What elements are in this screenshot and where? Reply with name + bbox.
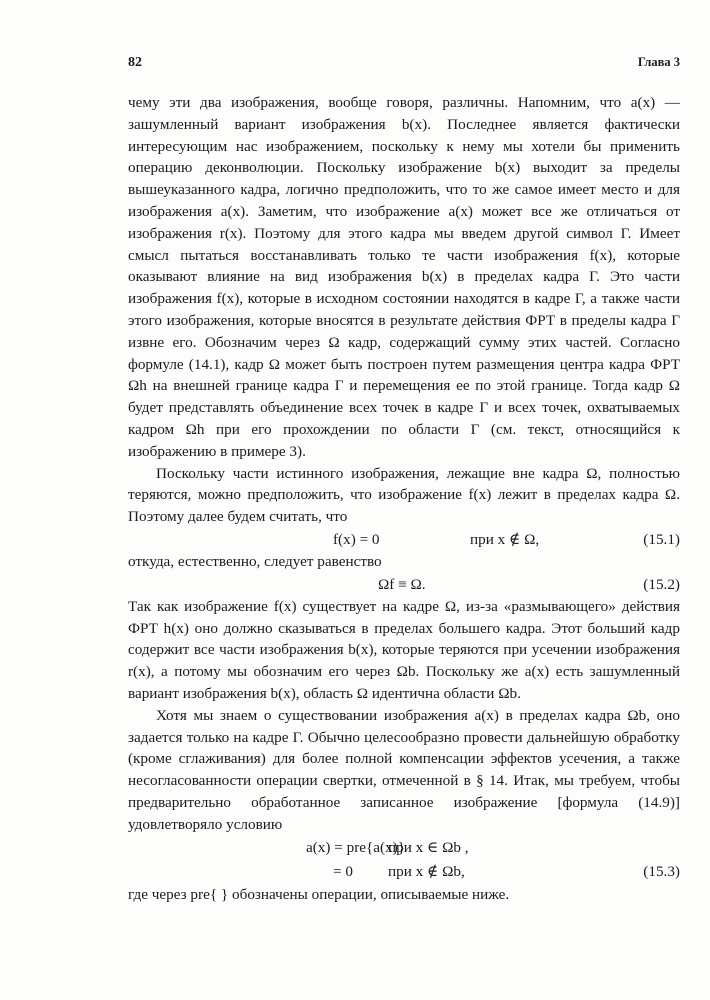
page-body bbox=[128, 92, 680, 905]
paragraph-3: откуда, естественно, следует равенство bbox=[128, 552, 382, 570]
formula-15-1-number: (15.1) bbox=[643, 530, 680, 548]
formula-15-2-expression: Ωf ≡ Ω. bbox=[378, 575, 426, 593]
paragraph-6: где через pre{ } обозначены операции, описываемые ниже. bbox=[128, 885, 510, 903]
formula-15-1 bbox=[128, 528, 680, 551]
formula-15-3-condition-2: при x ∉ Ωb, bbox=[388, 862, 465, 880]
page-number: 82 bbox=[128, 55, 142, 70]
paragraph-5: Хотя мы знаем о существовании изображения a(x) в пределах кадра Ωb, оно задается только на кадре Г. Обычно целесообразно провести дальнейшую обработку (кроме сглаживания) для более полной компенсации эффектов усечения, а также несогласованности операции свертки, отмеченной в § 14. Итак, мы требуем, чтобы предварительно обработанное записанное изображение [формула (14.9)] удовлетворяло условию bbox=[128, 706, 680, 833]
formula-15-3-line-1 bbox=[128, 836, 680, 860]
paragraph-4: Так как изображение f(x) существует на кадре Ω, из-за «размывающего» действия ФРТ h(x) оно должно сказываться в пределах большего кадра. Этот больший кадр содержит все части изображения b(x), которые теряются при усечении изображения r(x), а потому мы обозначим его через Ωb. Поскольку же a(x) есть зашумленный вариант изображения b(x), область Ω идентична области Ωb. bbox=[128, 597, 680, 702]
chapter-title: Глава 3 bbox=[637, 55, 680, 69]
formula-15-2 bbox=[128, 573, 680, 596]
paragraph-2: Поскольку части истинного изображения, лежащие вне кадра Ω, полностью теряются, можно предположить, что изображение f(x) лежит в пределах кадра Ω. Поэтому далее будем считать, что bbox=[128, 464, 680, 526]
formula-15-3-expression-1: a(x) = pre{a(x)} bbox=[306, 838, 406, 856]
formula-15-2-number: (15.2) bbox=[643, 575, 680, 593]
running-header bbox=[128, 55, 680, 75]
formula-15-3-number: (15.3) bbox=[643, 862, 680, 880]
formula-15-3-expression-2: = 0 bbox=[333, 862, 353, 880]
formula-15-3-condition-1: при x ∈ Ωb , bbox=[388, 838, 469, 856]
formula-15-1-condition: при x ∉ Ω, bbox=[470, 530, 540, 548]
formula-15-3-line-2 bbox=[128, 860, 680, 884]
paragraph-1: чему эти два изображения, вообще говоря, различны. Напомним, что a(x) — зашумленный вариант изображения b(x). Последнее является фактически интересующим нас изображением, поскольку к нему мы хотели бы применить операцию деконволюции. Поскольку изображение b(x) выходит за пределы вышеуказанного кадра, логично предположить, что то же самое имеет место и для изображения a(x). Заметим, что изображение a(x) может все же отличаться от изображения r(x). Поэтому для этого кадра мы введем другой символ Г. Имеет смысл пытаться восстанавливать только те части изображения f(x), которые оказывают влияние на вид изображения b(x) в пределах кадра Г. Это части изображения f(x), которые в исходном состоянии находятся в кадре Г, а также части этого изображения, которые вносятся в результате действия ФРТ в пределы кадра Г извне его. Обозначим через Ω кадр, содержащий сумму этих частей. Согласно формуле (14.1), кадр Ω может быть построен путем размещения центра кадра ФРТ Ωh на внешней границе кадра Г и перемещения ее по этой границе. Тогда кадр Ω будет представлять объединение всех точек в кадре Г и всех точек, охватываемых кадром Ωh при его прохождении по области Г (см. текст, относящийся к изображению в примере 3). bbox=[128, 94, 680, 460]
formula-15-1-expression: f(x) = 0 bbox=[333, 530, 380, 548]
